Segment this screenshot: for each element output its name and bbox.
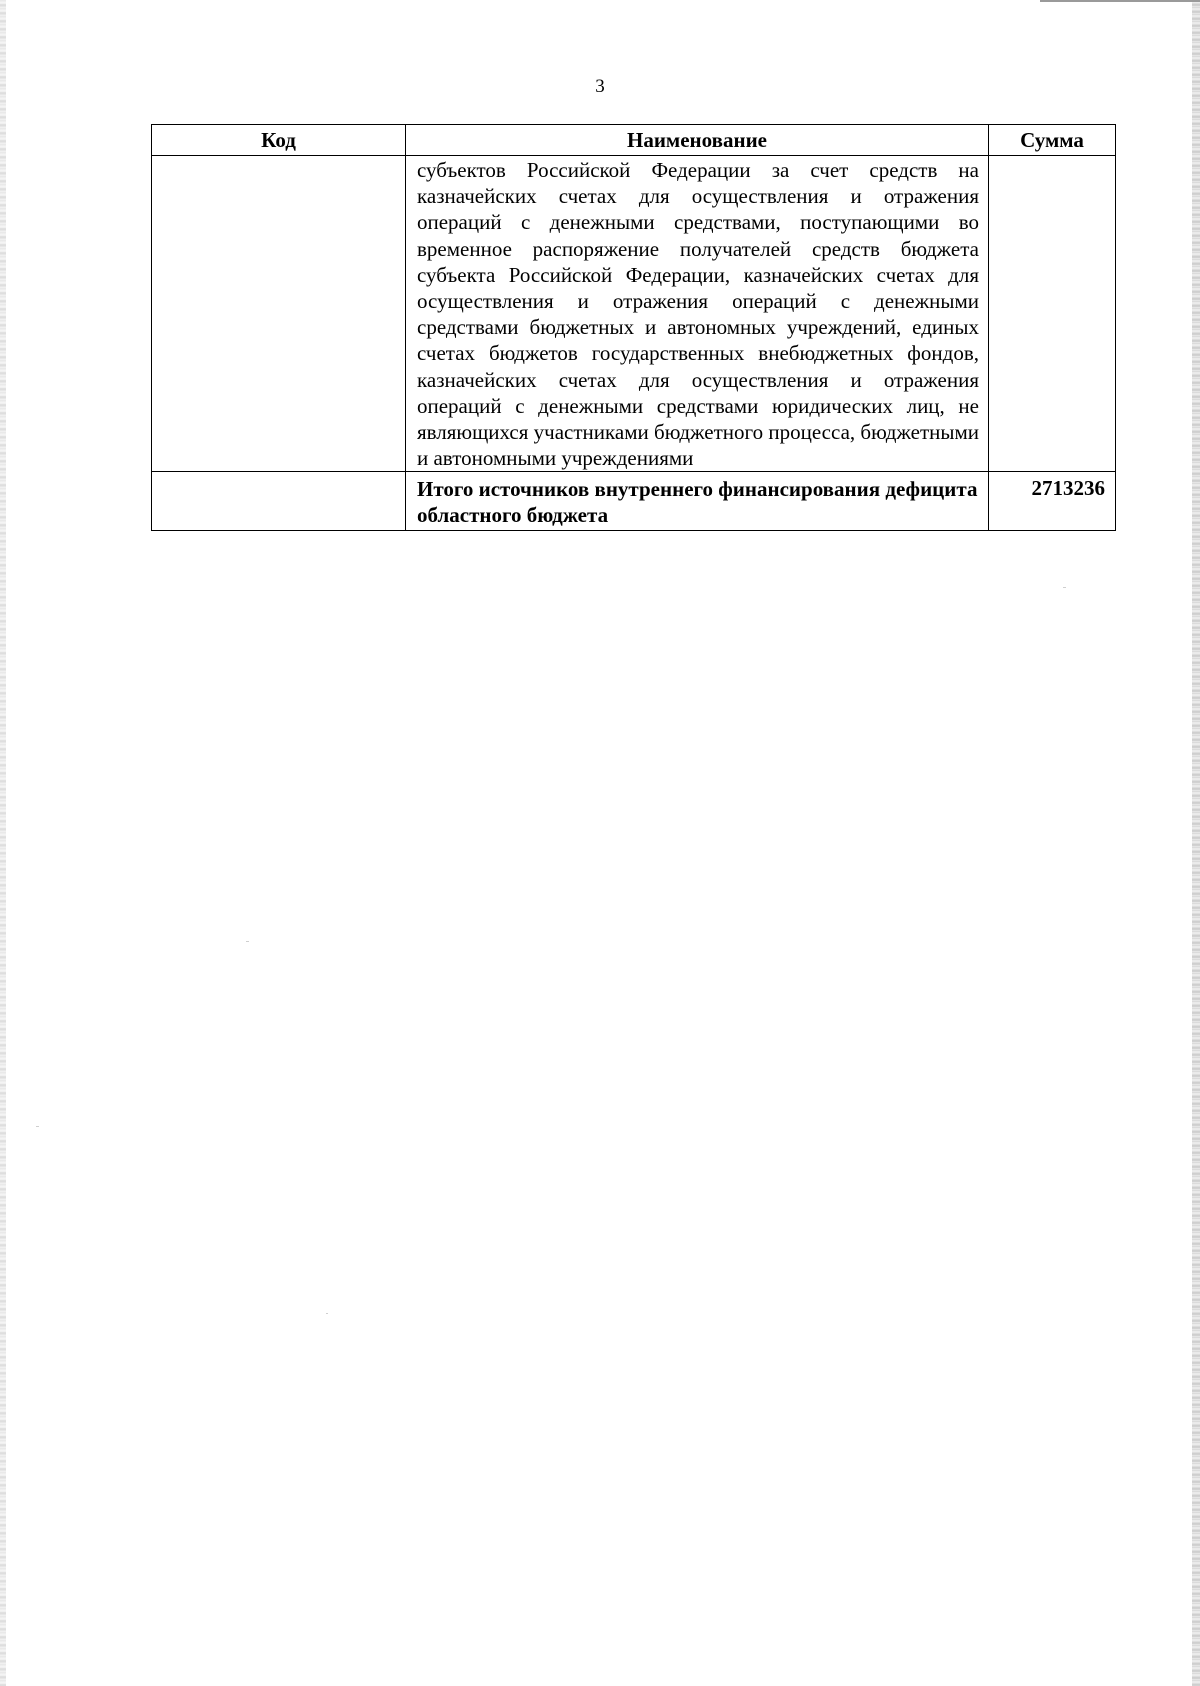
cell-code	[152, 156, 406, 472]
scan-speck	[1063, 587, 1066, 588]
header-row	[152, 125, 1116, 156]
total-code	[152, 472, 406, 531]
scan-edge-right	[1192, 0, 1200, 1686]
scan-speck	[36, 1126, 39, 1127]
total-row	[152, 472, 1116, 531]
table-body	[152, 156, 1116, 531]
total-name	[406, 472, 989, 531]
header-name: Наименование	[406, 125, 989, 156]
table-row	[152, 156, 1116, 472]
cell-name-text: субъектов Российской Федерации за счет средств на казначейских счетах для осуществления и отражения операций с денежными средствами, поступающими во временное распоряжение получателей средств бюджета субъекта Российской Федерации, казначейских счетах для осуществления и отражения операций с денежными средствами бюджетных и автономных учреждений, единых счетах бюджетов государственных внебюджетных фондов, казначейских счетах для осуществления и отражения операций с денежными средствами юридических лиц, не являющихся участниками бюджетного процесса, бюджетными и автономными учреждениями	[417, 158, 979, 471]
cell-name	[406, 156, 989, 472]
header-code: Код	[152, 125, 406, 156]
header-sum: Сумма	[989, 125, 1116, 156]
scan-speck	[246, 941, 249, 942]
budget-sources-table	[151, 124, 1116, 531]
scan-top-line	[1040, 0, 1200, 2]
scan-edge-left	[0, 0, 6, 1686]
total-sum-value: 2713236	[1031, 476, 1105, 501]
total-name-text: Итого источников внутреннего финансирования дефицита областного бюджета	[417, 477, 978, 528]
scan-speck	[326, 1313, 328, 1314]
page-number: 3	[595, 76, 605, 97]
table-header	[152, 125, 1116, 156]
total-sum	[989, 472, 1116, 531]
cell-sum	[989, 156, 1116, 472]
